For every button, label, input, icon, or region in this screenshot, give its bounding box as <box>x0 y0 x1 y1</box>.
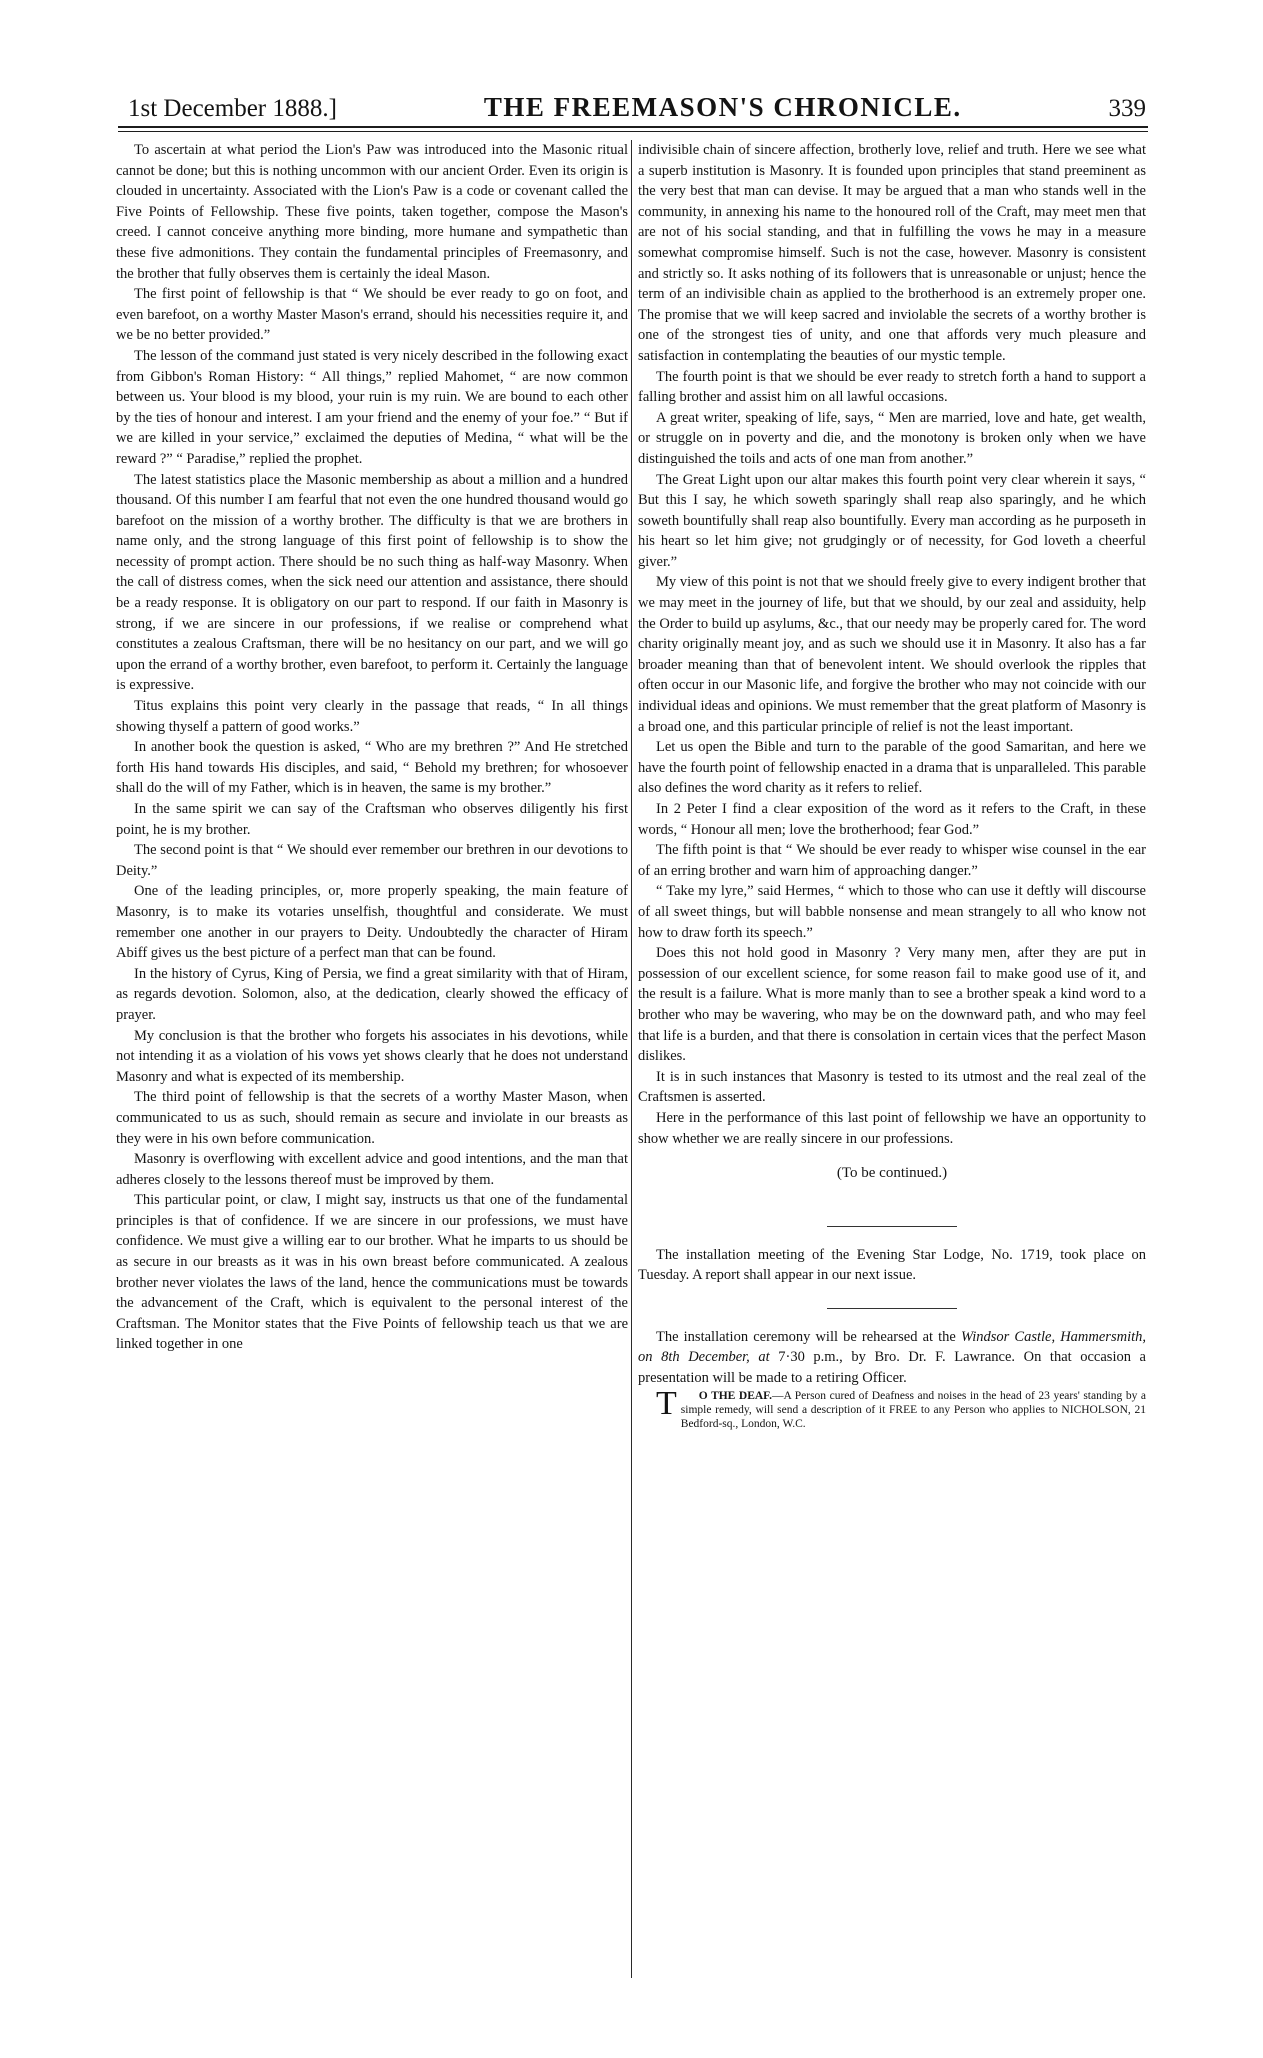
installation-notice: The installation meeting of the Evening Star Lodge, No. 1719, took place on Tuesday. A report shall appear in our next issue. <box>638 1246 1146 1284</box>
left-column-paragraph: The first point of fellowship is that “ We should be ever ready to go on foot, and even barefoot, on a worthy Master Mason's errand, should his necessities require it, and we be no better provided.” <box>116 286 628 344</box>
right-column-paragraph: The Great Light upon our altar makes this fourth point very clear wherein it says, “ But this I say, he which soweth sparingly shall reap also sparingly, and he which soweth bountifully shall reap also bountifully. Every man according as he purposeth in his heart so let him give; not grudgingly or of necessity, for God loveth a cheerful giver.” <box>638 471 1146 570</box>
ceremony-notice <box>638 1327 1146 1389</box>
drop-cap: T <box>656 1384 677 1422</box>
left-column-paragraph: The third point of fellowship is that the secrets of a worthy Master Mason, when communicated to us as such, should remain as secure and inviolate in our breasts as they were in his own before communication. <box>116 1089 628 1147</box>
left-column-paragraph: The latest statistics place the Masonic membership as about a million and a hundred thousand. Of this number I am fearful that not even the one hundred thousand would go barefoot on the mission of a worthy brother. The difficulty is that we are brothers in name only, and the strong language of this first point of fellowship is to show the necessity of prompt action. There should be no such thing as half-way Masonry. When the call of distress comes, when the sick need our attention and assistance, there should be a ready response. It is obligatory on our part to respond. If our faith in Masonry is strong, if we are sincere in our professions, if we realise or comprehend what constitutes a zealous Craftsman, there will be no hesitancy on our part, and we will go upon the errand of a worthy brother, even barefoot, to perform it. Certainly the language is expressive. <box>116 471 628 694</box>
header-rule <box>118 126 1148 128</box>
issue-date: 1st December 1888.] <box>128 95 337 122</box>
section-rule <box>827 1226 957 1227</box>
header-rule-thin <box>118 131 1148 132</box>
right-column-paragraph: “ Take my lyre,” said Hermes, “ which to those who can use it deftly will discourse of all sweet things, but will babble nonsense and mean strangely to all who know not how to draw forth its speech.” <box>638 883 1146 941</box>
right-column <box>638 140 1146 1431</box>
right-column-paragraph: Here in the performance of this last point of fellowship we have an opportunity to show whether we are really sincere in our professions. <box>638 1109 1146 1147</box>
ceremony-text: The installation ceremony will be rehearsed at the <box>656 1328 961 1345</box>
right-column-paragraph: My view of this point is not that we should freely give to every indigent brother that we may meet in the journey of life, but that we should, by our zeal and assiduity, help the Order to build up asylums, &c., that our needy may be properly cared for. The word charity originally meant joy, and as such we should use it in Masonry. It also has a far broader meaning than that of benevolent intent. We should overlook the ripples that often occur in our Masonic life, and forgive the brother who may not coincide with our individual ideas and opinions. We must remember that the great platform of Masonry is a broad one, and this particular principle of relief is not the least important. <box>638 574 1146 735</box>
advert-body: —A Person cured of Deafness and noises in the head of 23 years' standing by a simple remedy, will send a description of it FREE to any Person who applies to NICHOLSON, 21 Bedford-sq., London, W.C. <box>680 1389 1146 1430</box>
right-column-paragraph: In 2 Peter I find a clear exposition of the word as it refers to the Craft, in these words, “ Honour all men; love the brotherhood; fear God.” <box>638 801 1146 838</box>
right-column-paragraph: A great writer, speaking of life, says, “ Men are married, love and hate, get wealth, or struggle on in poverty and die, and the monotony is broken only when we have distinguished the toils and acts of one man from another.” <box>638 409 1146 467</box>
right-column-paragraph: It is in such instances that Masonry is tested to its utmost and the real zeal of the Craftsmen is asserted. <box>638 1068 1146 1106</box>
left-column-paragraph: In the history of Cyrus, King of Persia, we find a great similarity with that of Hiram, as regards devotion. Solomon, also, at the dedication, clearly showed the efficacy of prayer. <box>116 965 628 1023</box>
left-column-paragraph: My conclusion is that the brother who forgets his associates in his devotions, while not intending it as a violation of his vows yet shows clearly that he does not understand Masonry and what is expected of its membership. <box>116 1027 628 1085</box>
left-column <box>116 140 628 1355</box>
left-column-paragraph: In another book the question is asked, “ Who are my brethren ?” And He stretched forth His hand towards His disciples, and said, “ Behold my brethren; for whosoever shall do the will of my Father, which is in heaven, the same is my brother.” <box>116 739 628 797</box>
left-column-paragraph: The second point is that “ We should ever remember our brethren in our devotions to Deity.” <box>116 842 628 879</box>
masthead <box>128 92 1146 122</box>
right-column-paragraph: indivisible chain of sincere affection, brotherly love, relief and truth. Here we see what a superb institution is Masonry. It is founded upon principles that stand preeminent as the very best that man can devise. It may be argued that a man who stands well in the community, in annexing his name to the honoured roll of the Craft, may meet men that are not of his social standing, and that in fulfilling the vows he may in a measure somewhat compromise himself. Such is not the case, however. Masonry is consistent and strictly so. It asks nothing of its followers that is unreasonable or unjust; hence the term of an indivisible chain as applied to the brotherhood is an extremely proper one. The promise that we will keep sacred and inviolable the secrets of a worthy brother is one of the strongest ties of unity, and one that affords very much pleasure and satisfaction in contemplating the beauties of our mystic temple. <box>638 142 1146 364</box>
right-column-paragraph: The fifth point is that “ We should be ever ready to whisper wise counsel in the ear of an erring brother and warn him of approaching danger.” <box>638 842 1146 879</box>
left-column-paragraph: The lesson of the command just stated is very nicely described in the following exact from Gibbon's Roman History: “ All things,” replied Mahomet, “ are now common between us. Your blood is my blood, your ruin is my ruin. We are bound to each other by the ties of honour and interest. I am your friend and the enemy of your foe.” “ But if we are killed in your service,” exclaimed the deputies of Medina, “ what will be the reward ?” “ Paradise,” replied the prophet. <box>116 347 628 467</box>
left-column-paragraph: Masonry is overflowing with excellent advice and good intentions, and the man that adheres closely to the lessons thereof must be improved by them. <box>116 1151 628 1188</box>
left-column-paragraph: In the same spirit we can say of the Craftsman who observes diligently his first point, he is my brother. <box>116 801 628 838</box>
to-be-continued: (To be continued.) <box>836 1165 948 1182</box>
section-rule-2 <box>827 1308 957 1309</box>
deafness-advert <box>638 1384 1146 1431</box>
right-column-article <box>638 140 1146 1149</box>
column-divider <box>631 140 632 1978</box>
left-column-paragraph: One of the leading principles, or, more properly speaking, the main feature of Masonry, is to make its votaries unselfish, thoughtful and considerate. We must remember one another in our prayers to Deity. Undoubtedly the character of Hiram Abiff gives us the best picture of a perfect man that can be found. <box>116 883 628 962</box>
right-column-paragraph: Does this not hold good in Masonry ? Very many men, after they are put in possession of our excellent science, for some reason fail to make good use of it, and the result is a failure. What is more manly than to see a brother speak a kind word to a brother who may be wavering, who may be on the downward path, and who may feel that life is a burden, and that there is consolation in certain vices that the perfect Mason dislikes. <box>638 945 1146 1065</box>
page-number: 339 <box>1108 95 1146 122</box>
left-column-paragraph: To ascertain at what period the Lion's Paw was introduced into the Masonic ritual cannot be done; but this is nothing uncommon with our ancient Order. Even its origin is clouded in uncertainty. Associated with the Lion's Paw is a code or covenant called the Five Points of Fellowship. These five points, taken together, compose the Mason's creed. I cannot conceive anything more binding, more humane and sympathetic than these five admonitions. They contain the fundamental principles of Freemasonry, and the brother that fully observes them is certainly the ideal Mason. <box>116 142 628 282</box>
ceremony-details: 7·30 p.m., by Bro. Dr. F. Lawrance. On that occasion a presentation will be made to a retiring Officer. <box>638 1349 1146 1387</box>
advert-headline: O THE DEAF. <box>698 1389 773 1402</box>
left-column-paragraph: This particular point, or claw, I might say, instructs us that one of the fundamental principles is that of confidence. If we are sincere in our professions, we must have confidence. We must give a willing ear to our brother. What he imparts to us should be as secure in our breasts as it was in his own breast before communicated. A zealous brother never violates the laws of the land, hence the communications must be towards the advancement of the Craft, which is equivalent to the personal interest of the Craftsman. The Monitor states that the Five Points of fellowship teach us that we are linked together in one <box>116 1192 628 1353</box>
right-column-paragraph: The fourth point is that we should be ever ready to stretch forth a hand to support a falling brother and assist him on all lawful occasions. <box>638 368 1146 406</box>
left-column-paragraph: Titus explains this point very clearly in the passage that reads, “ In all things showing thyself a pattern of good works.” <box>116 698 628 735</box>
ceremony-venue: Windsor Castle, Hammersmith, on 8th December, at <box>638 1328 1146 1366</box>
publication-title: THE FREEMASON'S CHRONICLE. <box>483 92 962 122</box>
right-column-paragraph: Let us open the Bible and turn to the parable of the good Samaritan, and here we have the fourth point of fellowship enacted in a drama that is unparalleled. This parable also defines the word charity as it refers to relief. <box>638 739 1146 797</box>
